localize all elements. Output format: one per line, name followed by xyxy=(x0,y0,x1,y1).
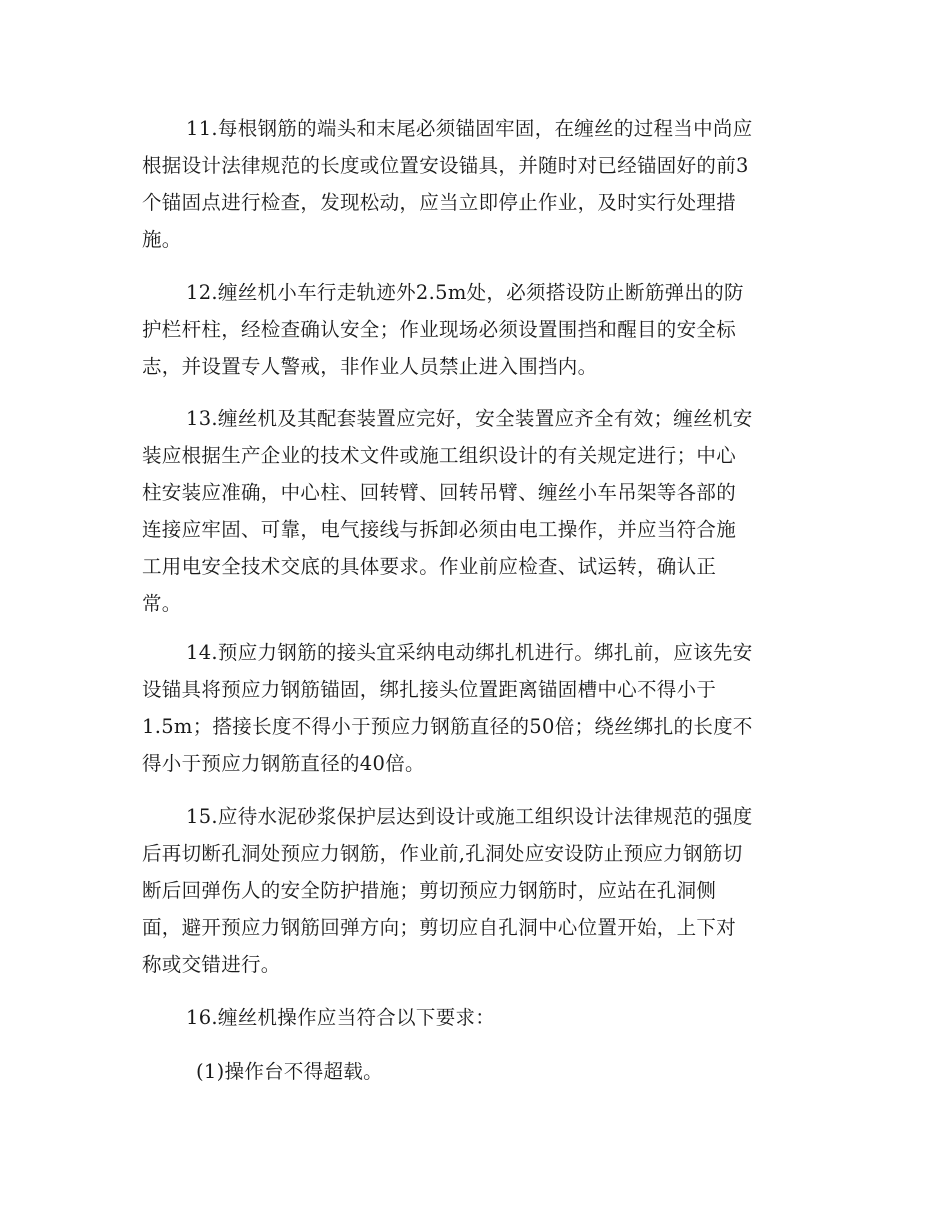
text-line: 面，避开预应力钢筋回弹方向；剪切应自孔洞中心位置开始，上下对 xyxy=(142,916,737,939)
text-line: 12.缠丝机小车行走轨迹外2.5m处，必须搭设防止断筋弹出的防 xyxy=(186,281,744,304)
text-line: 1.5m；搭接长度不得小于预应力钢筋直径的50倍；绕丝绑扎的长度不 xyxy=(142,715,753,738)
text-line: 断后回弹伤人的安全防护措施；剪切预应力钢筋时，应站在孔洞侧 xyxy=(142,879,717,902)
text-line: 柱安装应准确，中心柱、回转臂、回转吊臂、缠丝小车吊架等各部的 xyxy=(142,481,737,504)
paragraph-item-14 xyxy=(142,634,812,782)
text-line: 得小于预应力钢筋直径的40倍。 xyxy=(142,752,425,775)
text-line: 根据设计法律规范的长度或位置安设锚具，并随时对已经锚固好的前3 xyxy=(142,154,749,177)
text-line: 14.预应力钢筋的接头宜采纳电动绑扎机进行。绑扎前，应该先安 xyxy=(186,641,753,664)
text-line: 志，并设置专人警戒，非作业人员禁止进入围挡内。 xyxy=(142,355,598,378)
paragraph-item-16-1 xyxy=(196,1053,866,1090)
text-line: 15.应待水泥砂浆保护层达到设计或施工组织设计法律规范的强度 xyxy=(186,805,753,828)
text-line: 11.每根钢筋的端头和末尾必须锚固牢固，在缠丝的过程当中尚应 xyxy=(186,117,753,140)
paragraph-item-11 xyxy=(142,110,812,258)
text-line: 工用电安全技术交底的具体要求。作业前应检查、试运转，确认正 xyxy=(142,555,717,578)
text-line: 施。 xyxy=(142,228,182,251)
text-line: 设锚具将预应力钢筋锚固，绑扎接头位置距离锚固槽中心不得小于 xyxy=(142,678,717,701)
text-line: 后再切断孔洞处预应力钢筋，作业前,孔洞处应安设防止预应力钢筋切 xyxy=(142,842,743,865)
text-line: 称或交错进行。 xyxy=(142,953,281,976)
paragraph-item-15 xyxy=(142,798,812,983)
text-line: 装应根据生产企业的技术文件或施工组织设计的有关规定进行；中心 xyxy=(142,444,737,467)
text-line: 16.缠丝机操作应当符合以下要求： xyxy=(186,1006,496,1029)
paragraph-item-16 xyxy=(142,999,812,1036)
paragraph-item-12 xyxy=(142,274,812,385)
text-line: 常。 xyxy=(142,592,182,615)
text-line: 连接应牢固、可靠，电气接线与拆卸必须由电工操作，并应当符合施 xyxy=(142,518,737,541)
paragraph-item-13 xyxy=(142,400,812,622)
text-line: 个锚固点进行检查，发现松动，应当立即停止作业，及时实行处理措 xyxy=(142,191,737,214)
text-line: (1)操作台不得超载。 xyxy=(196,1060,383,1083)
text-line: 13.缠丝机及其配套装置应完好，安全装置应齐全有效；缠丝机安 xyxy=(186,407,753,430)
text-line: 护栏杆柱，经检查确认安全；作业现场必须设置围挡和醒目的安全标 xyxy=(142,318,737,341)
